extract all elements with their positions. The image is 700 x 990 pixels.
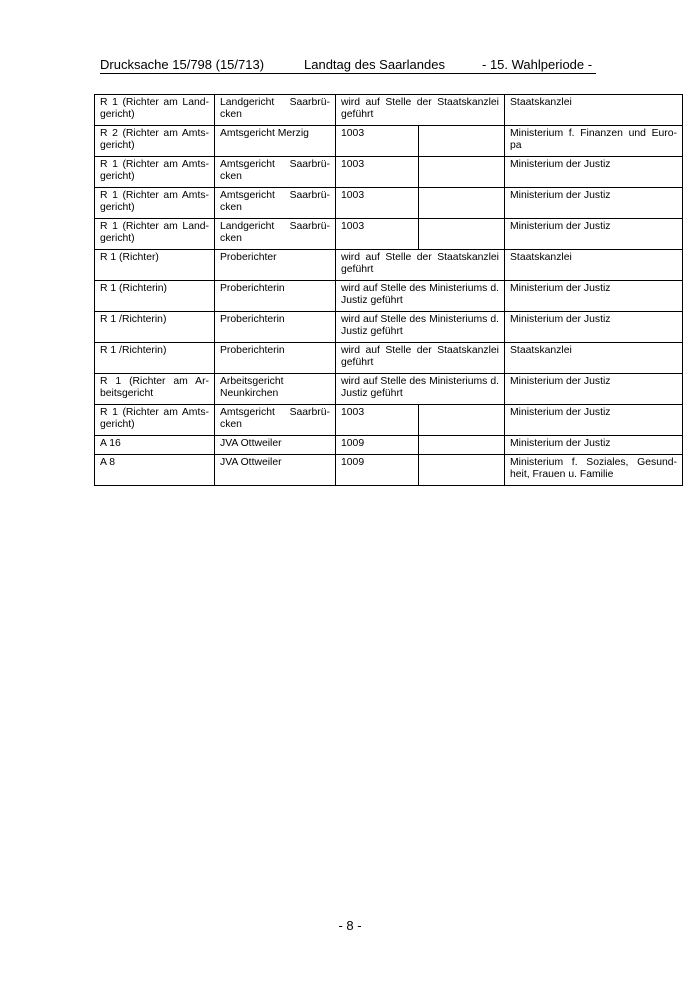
empty-cell [419, 455, 505, 486]
grade-cell: A 8 [95, 455, 215, 486]
grade-cell: R 1 (Richter am Amts-gericht) [95, 157, 215, 188]
table-row [95, 250, 683, 281]
position-note-cell: wird auf Stelle der Staatskanzlei geführt [336, 250, 505, 281]
page-number: - 8 - [338, 918, 362, 933]
position-note-cell: wird auf Stelle des Ministeriums d. Justiz geführt [336, 374, 505, 405]
position-number-cell: 1009 [336, 455, 419, 486]
court-cell: Amtsgericht Saarbrü-cken [215, 188, 336, 219]
empty-cell [419, 126, 505, 157]
grade-cell: R 1 (Richter am Amts-gericht) [95, 405, 215, 436]
ministry-cell: Ministerium der Justiz [505, 281, 683, 312]
page-header [100, 55, 596, 74]
court-cell: JVA Ottweiler [215, 455, 336, 486]
table-row [95, 343, 683, 374]
grade-cell: R 2 (Richter am Amts-gericht) [95, 126, 215, 157]
ministry-cell: Ministerium der Justiz [505, 312, 683, 343]
position-note-cell: wird auf Stelle des Ministeriums d. Justiz geführt [336, 312, 505, 343]
court-cell: Proberichterin [215, 343, 336, 374]
ministry-cell: Ministerium f. Finanzen und Euro-pa [505, 126, 683, 157]
court-cell: Arbeitsgericht Neunkirchen [215, 374, 336, 405]
position-number-cell: 1003 [336, 219, 419, 250]
table-row [95, 455, 683, 486]
grade-cell: R 1 /Richterin) [95, 312, 215, 343]
empty-cell [419, 436, 505, 455]
grade-cell: R 1 (Richterin) [95, 281, 215, 312]
ministry-cell: Ministerium der Justiz [505, 374, 683, 405]
position-note-cell: wird auf Stelle der Staatskanzlei geführt [336, 95, 505, 126]
empty-cell [419, 157, 505, 188]
ministry-cell: Staatskanzlei [505, 95, 683, 126]
court-cell: Amtsgericht Saarbrü-cken [215, 157, 336, 188]
court-cell: Amtsgericht Saarbrü-cken [215, 405, 336, 436]
grade-cell: R 1 (Richter am Land-gericht) [95, 95, 215, 126]
ministry-cell: Ministerium der Justiz [505, 188, 683, 219]
document-number: Drucksache 15/798 (15/713) [100, 57, 265, 72]
court-cell: Landgericht Saarbrü-cken [215, 219, 336, 250]
positions-table [94, 94, 683, 486]
table-row [95, 312, 683, 343]
grade-cell: A 16 [95, 436, 215, 455]
table-row [95, 157, 683, 188]
position-number-cell: 1003 [336, 126, 419, 157]
ministry-cell: Staatskanzlei [505, 250, 683, 281]
grade-cell: R 1 (Richter am Amts-gericht) [95, 188, 215, 219]
table-row [95, 281, 683, 312]
position-note-cell: wird auf Stelle des Ministeriums d. Justiz geführt [336, 281, 505, 312]
table-row [95, 126, 683, 157]
court-cell: JVA Ottweiler [215, 436, 336, 455]
table-row [95, 374, 683, 405]
ministry-cell: Ministerium der Justiz [505, 436, 683, 455]
position-number-cell: 1003 [336, 188, 419, 219]
ministry-cell: Ministerium der Justiz [505, 405, 683, 436]
ministry-cell: Ministerium f. Soziales, Gesund-heit, Frauen u. Familie [505, 455, 683, 486]
position-number-cell: 1009 [336, 436, 419, 455]
ministry-cell: Ministerium der Justiz [505, 219, 683, 250]
table-row [95, 188, 683, 219]
grade-cell: R 1 /Richterin) [95, 343, 215, 374]
court-cell: Proberichterin [215, 312, 336, 343]
empty-cell [419, 219, 505, 250]
table-row [95, 95, 683, 126]
parliament-name: Landtag des Saarlandes [304, 57, 445, 72]
court-cell: Landgericht Saarbrü-cken [215, 95, 336, 126]
position-number-cell: 1003 [336, 405, 419, 436]
position-number-cell: 1003 [336, 157, 419, 188]
legislative-period: - 15. Wahlperiode - [482, 57, 593, 72]
ministry-cell: Staatskanzlei [505, 343, 683, 374]
positions-table-body [95, 95, 683, 486]
table-row [95, 219, 683, 250]
court-cell: Proberichter [215, 250, 336, 281]
grade-cell: R 1 (Richter am Ar-beitsgericht [95, 374, 215, 405]
empty-cell [419, 405, 505, 436]
grade-cell: R 1 (Richter am Land-gericht) [95, 219, 215, 250]
ministry-cell: Ministerium der Justiz [505, 157, 683, 188]
empty-cell [419, 188, 505, 219]
table-row [95, 405, 683, 436]
court-cell: Amtsgericht Merzig [215, 126, 336, 157]
table-row [95, 436, 683, 455]
court-cell: Proberichterin [215, 281, 336, 312]
grade-cell: R 1 (Richter) [95, 250, 215, 281]
position-note-cell: wird auf Stelle der Staatskanzlei geführt [336, 343, 505, 374]
